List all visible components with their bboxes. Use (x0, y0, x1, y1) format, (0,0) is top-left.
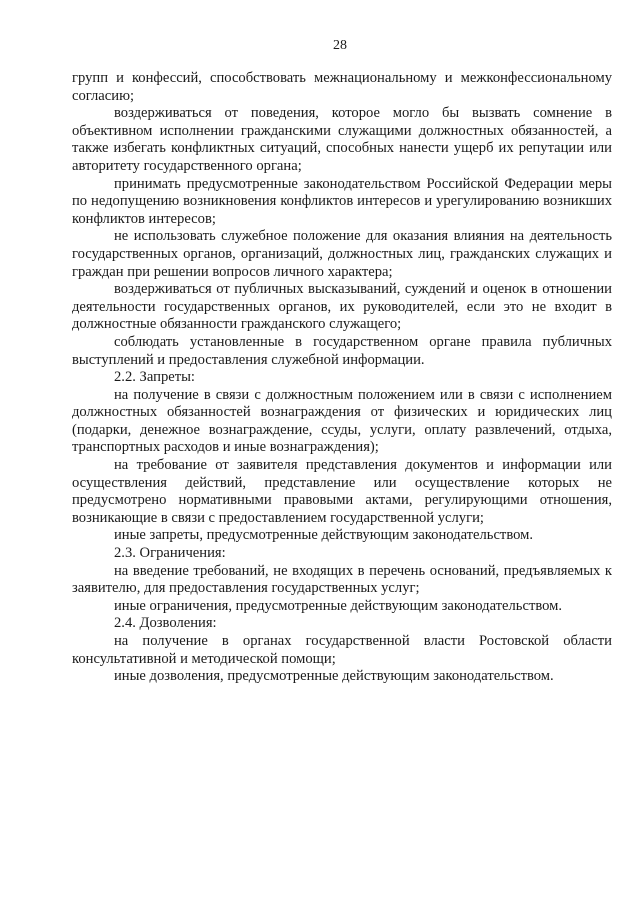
page-number: 28 (333, 38, 347, 53)
paragraph-1: групп и конфессий, способствовать межнациональному и межконфессиональному согласию; (72, 70, 612, 104)
paragraph-10: иные запреты, предусмотренные действующим законодательством. (114, 527, 534, 544)
paragraph-4: не использовать служебное положение для оказания влияния на деятельность государственных органов, организаций, должностных лиц, гражданских служащих и граждан при решении вопросов личного характера; (72, 228, 612, 280)
paragraph-9: на требование от заявителя представления документов и информации или осуществления действий, представление или осуществление которых не предусмотрено нормативными правовыми актами, регулирующими отношения, возникающие в связи с предоставлением государственной услуги; (72, 457, 612, 526)
paragraph-12: на введение требований, не входящих в перечень оснований, предъявляемых к заявителю, для предоставления государственных услуг; (72, 562, 612, 597)
paragraph-5: воздерживаться от публичных высказываний, суждений и оценок в отношении деятельности государственных органов, их руководителей, если это не входит в должностные обязанности гражданского служащего; (72, 281, 612, 333)
section-heading-2-4: 2.4. Дозволения: (114, 615, 217, 632)
paragraph-3: принимать предусмотренные законодательством Российской Федерации меры по недопущению возникновения конфликтов интересов и урегулированию возникших конфликтов интересов; (72, 175, 612, 227)
paragraph-16: иные дозволения, предусмотренные действующим законодательством. (114, 668, 554, 685)
paragraph-13: иные ограничения, предусмотренные действующим законодательством. (114, 597, 563, 614)
document-body (72, 70, 612, 686)
section-heading-2-2: 2.2. Запреты: (114, 369, 195, 386)
paragraph-2: воздерживаться от поведения, которое могло бы вызвать сомнение в объективном исполнении гражданскими служащими должностных обязанностей, а также избегать конфликтных ситуаций, способных нанести ущерб их репутации или авторитету государственного органа; (72, 105, 612, 174)
section-heading-2-3: 2.3. Ограничения: (114, 545, 226, 562)
paragraph-6: соблюдать установленные в государственном органе правила публичных выступлений и предоставления служебной информации. (72, 333, 612, 368)
paragraph-15: на получение в органах государственной власти Ростовской области консультативной и методической помощи; (72, 633, 612, 667)
paragraph-8: на получение в связи с должностным положением или в связи с исполнением должностных обязанностей вознаграждения от физических и юридических лиц (подарки, денежное вознаграждение, ссуды, услуги, оплату развлечений, отдыха, транспортных расходов и иные вознаграждения); (72, 386, 612, 456)
